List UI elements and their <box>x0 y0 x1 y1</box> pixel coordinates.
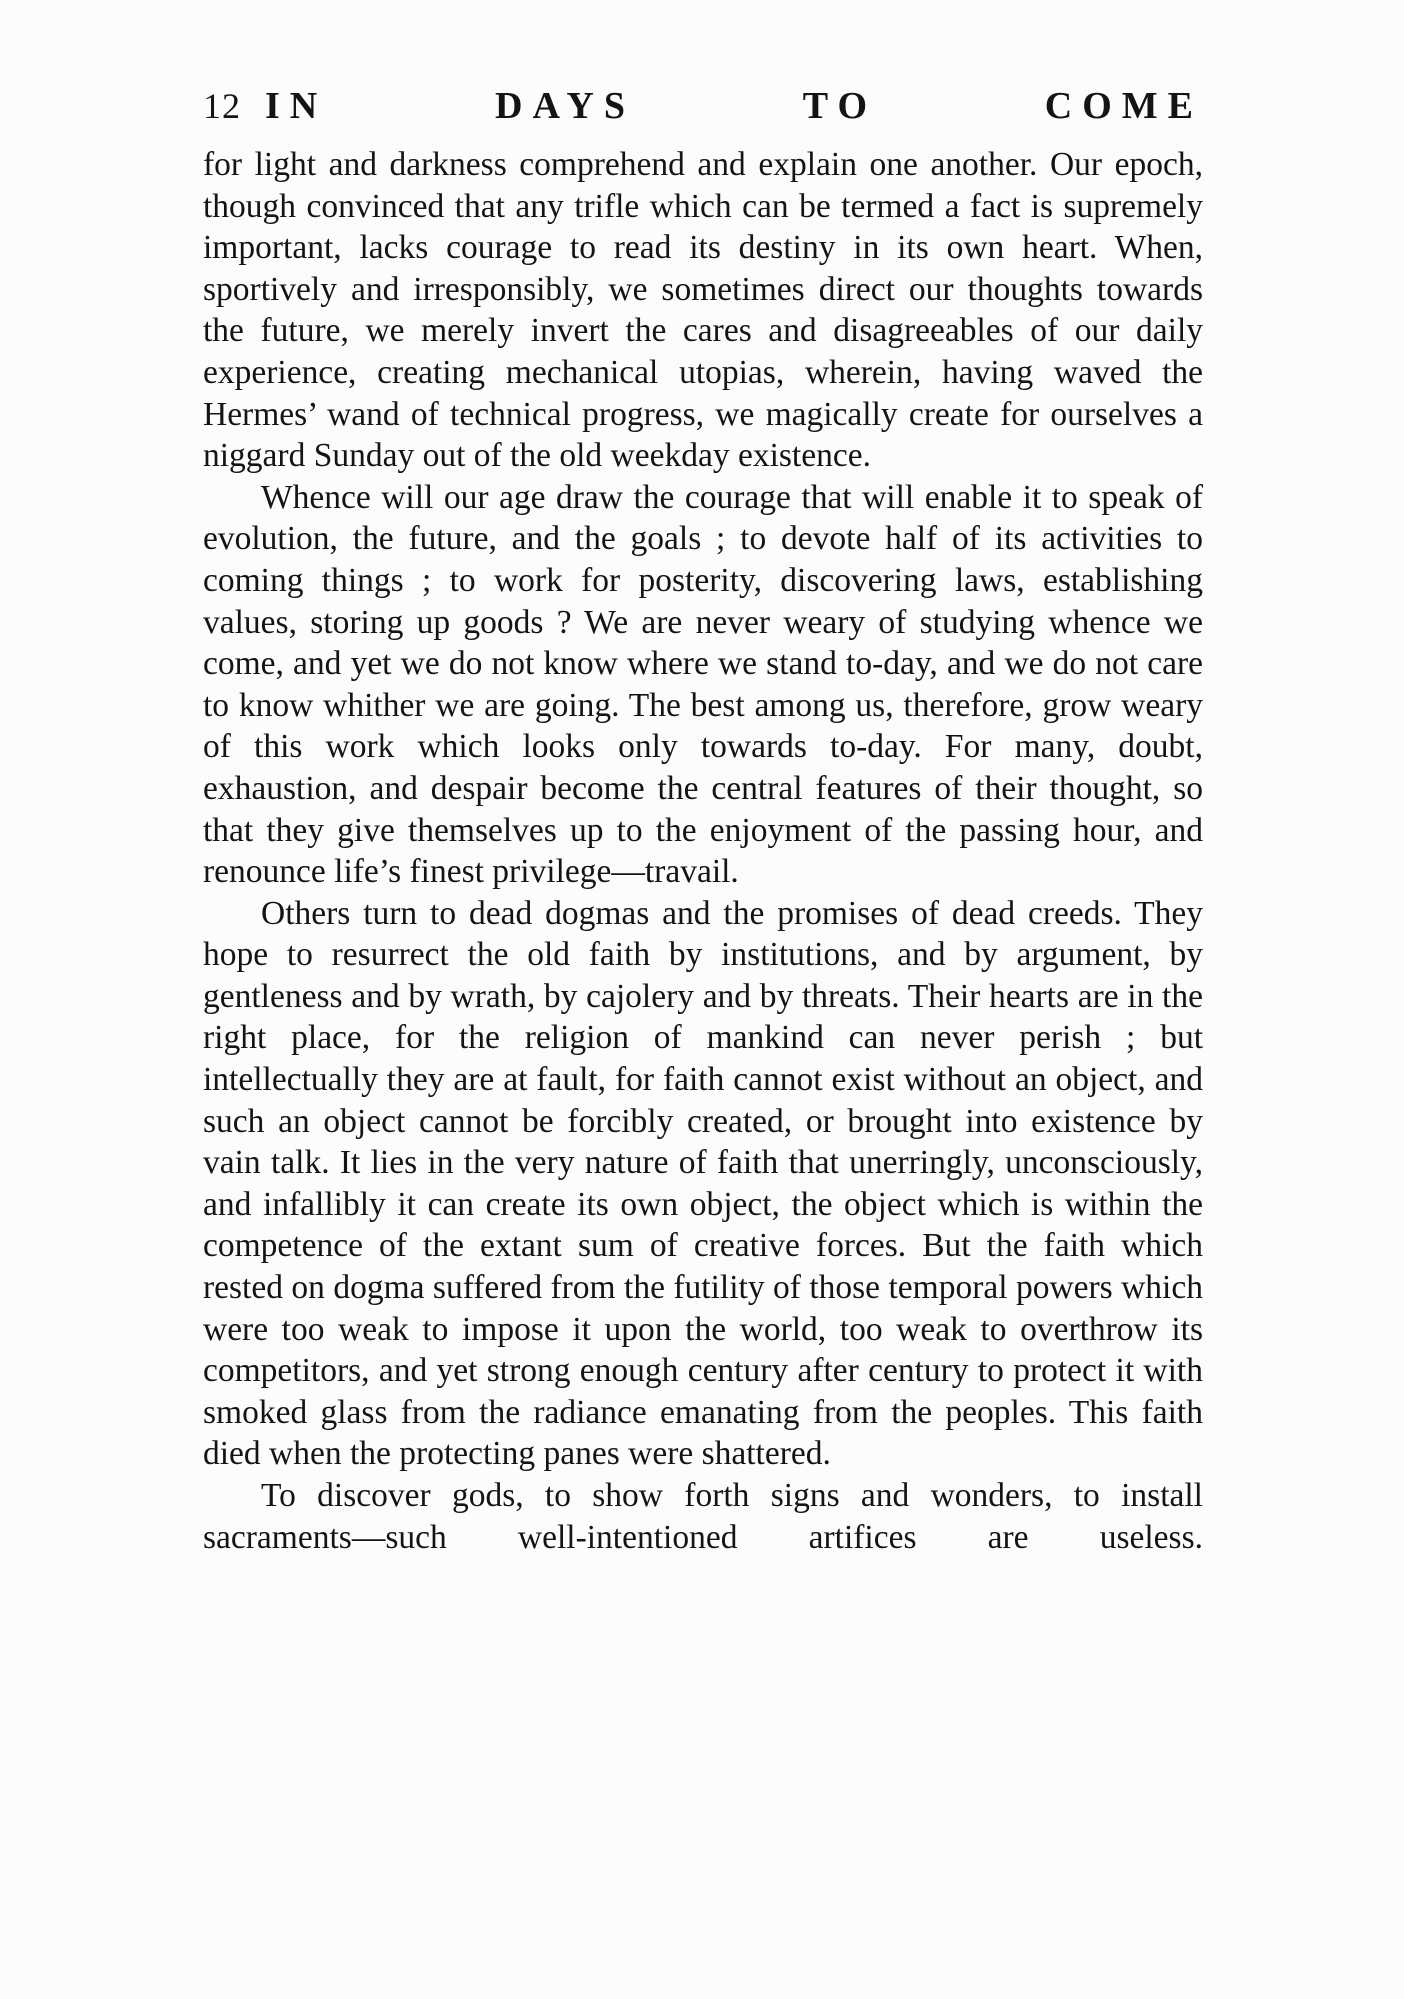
paragraph: To discover gods, to show forth signs and wonders, to install sacraments—such well-intentioned artifices are useless. <box>203 1477 1203 1556</box>
paragraph: Whence will our age draw the courage that will enable it to speak of evolution, the future, and the goals ; to devote half of its activities to coming things ; to work for posterity, discovering laws, establishing values, storing up goods ? We are never weary of studying whence we come, and yet we do not know where we stand to-day, and we do not care to know whither we are going. The best among us, therefore, grow weary of this work which looks only towards to-day. For many, doubt, exhaustion, and despair become the central features of their thought, so that they give themselves up to the enjoyment of the passing hour, and renounce life’s finest privilege—travail. <box>203 478 1203 891</box>
running-title-word: COME <box>1044 85 1203 127</box>
paragraph: for light and darkness comprehend and explain one another. Our epoch, though convinced that any trifle which can be termed a fact is supremely important, lacks courage to read its destiny in its own heart. When, sportively and irresponsibly, we sometimes direct our thoughts towards the future, we merely invert the cares and disagreeables of our daily experience, creating mechanical utopias, wherein, having waved the Hermes’ wand of technical progress, we magically create for ourselves a niggard Sunday out of the old weekday existence. <box>203 146 1203 475</box>
running-head <box>203 78 1203 134</box>
running-title <box>265 78 1203 134</box>
page-content <box>203 78 1203 1558</box>
running-title-word: TO <box>802 85 877 127</box>
body-text <box>203 144 1203 1558</box>
paragraph: Others turn to dead dogmas and the promises of dead creeds. They hope to resurrect the old faith by institutions, and by argument, by gentleness and by wrath, by cajolery and by threats. Their hearts are in the right place, for the religion of mankind can never perish ; but intellectually they are at fault, for faith cannot exist without an object, and such an object cannot be forcibly created, or brought into existence by vain talk. It lies in the very nature of faith that unerringly, unconsciously, and infallibly it can create its own object, the object which is within the competence of the extant sum of creative forces. But the faith which rested on dogma suffered from the futility of those temporal powers which were too weak to impose it upon the world, too weak to overthrow its competitors, and yet strong enough century after century to protect it with smoked glass from the radiance emanating from the peoples. This faith died when the protecting panes were shattered. <box>203 894 1203 1473</box>
running-title-word: DAYS <box>495 85 635 127</box>
page-number: 12 <box>203 86 241 126</box>
running-title-word: IN <box>265 85 328 127</box>
